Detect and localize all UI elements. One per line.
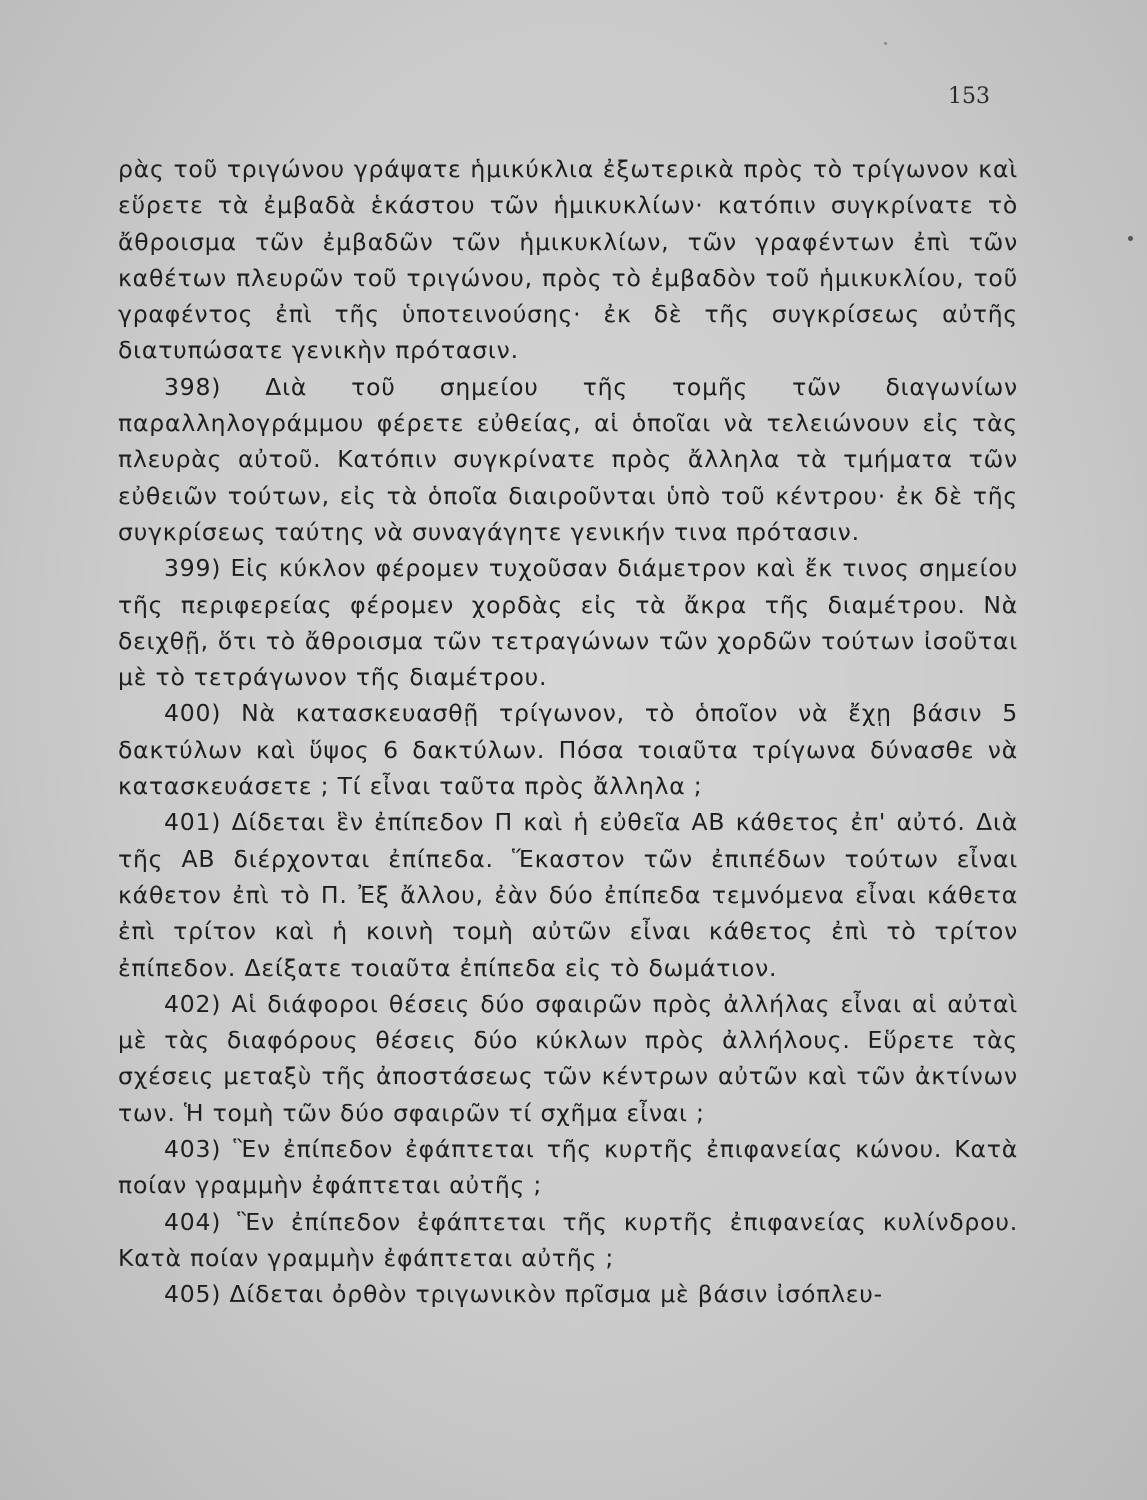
paper-speck (884, 42, 887, 45)
exercise-400: 400) Νὰ κατασκευασθῇ τρίγωνον, τὸ ὁποῖον νὰ ἔχῃ βάσιν 5 δακτύλων καὶ ὕψος 6 δακτύλων. Πόσα τοιαῦτα τρίγωνα δύνασθε νὰ κατασκευάσετε ; Τί εἶναι ταῦτα πρὸς ἄλληλα ; (118, 699, 1018, 801)
paragraph-continuation: ρὰς τοῦ τριγώνου γράψατε ἡμικύκλια ἐξωτερικὰ πρὸς τὸ τρίγωνον καὶ εὕρετε τὰ ἐμβαδὰ ἑκάστου τῶν ἡμικυκλίων· κατόπιν συγκρίνατε τὸ ἄθροισμα τῶν ἐμβαδῶν τῶν ἡμικυκλίων, τῶν γραφέντων ἐπὶ τῶν καθέτων πλευρῶν τοῦ τριγώνου, πρὸς τὸ ἐμβαδὸν τοῦ ἡμικυκλίου, τοῦ γραφέντος ἐπὶ τῆς ὑποτεινούσης· ἐκ δὲ τῆς συγκρίσεως αὐτῆς διατυπώσατε γενικὴν πρότασιν. (118, 155, 1018, 365)
exercise-402: 402) Αἱ διάφοροι θέσεις δύο σφαιρῶν πρὸς ἀλλήλας εἶναι αἱ αὐταὶ μὲ τὰς διαφόρους θέσεις δύο κύκλων πρὸς ἀλλήλους. Εὕρετε τὰς σχέσεις μεταξὺ τῆς ἀποστάσεως τῶν κέντρων αὐτῶν καὶ τῶν ἀκτίνων των. Ἡ τομὴ τῶν δύο σφαιρῶν τί σχῆμα εἶναι ; (118, 989, 1018, 1127)
exercise-405: 405) Δίδεται ὀρθὸν τριγωνικὸν πρῖσμα μὲ βάσιν ἰσόπλευ- (164, 1280, 883, 1309)
body-text (118, 151, 1018, 1313)
exercise-403: 403) Ἓν ἐπίπεδον ἐφάπτεται τῆς κυρτῆς ἐπιφανείας κώνου. Κατὰ ποίαν γραμμὴν ἐφάπτεται αὐτῆς ; (118, 1135, 1018, 1200)
exercise-399: 399) Εἰς κύκλον φέρομεν τυχοῦσαν διάμετρον καὶ ἔκ τινος σημείου τῆς περιφερείας φέρομεν χορδὰς εἰς τὰ ἄκρα τῆς διαμέτρου. Νὰ δειχθῇ, ὅτι τὸ ἄθροισμα τῶν τετραγώνων τῶν χορδῶν τούτων ἰσοῦται μὲ τὸ τετράγωνον τῆς διαμέτρου. (118, 554, 1018, 692)
paper-speck (1128, 236, 1133, 241)
exercise-401: 401) Δίδεται ἓν ἐπίπεδον Π καὶ ἡ εὐθεῖα ΑΒ κάθετος ἐπ' αὐτό. Διὰ τῆς ΑΒ διέρχονται ἐπίπεδα. Ἕκαστον τῶν ἐπιπέδων τούτων εἶναι κάθετον ἐπὶ τὸ Π. Ἐξ ἄλλου, ἐὰν δύο ἐπίπεδα τεμνόμενα εἶναι κάθετα ἐπὶ τρίτον καὶ ἡ κοινὴ τομὴ αὐτῶν εἶναι κάθετος ἐπὶ τὸ τρίτον ἐπίπεδον. Δείξατε τοιαῦτα ἐπίπεδα εἰς τὸ δωμάτιον. (118, 808, 1018, 982)
page-number: 153 (948, 84, 990, 109)
exercise-398: 398) Διὰ τοῦ σημείου τῆς τομῆς τῶν διαγωνίων παραλληλογράμμου φέρετε εὐθείας, αἱ ὁποῖαι νὰ τελειώνουν εἰς τὰς πλευρὰς αὐτοῦ. Κατόπιν συγκρίνατε πρὸς ἄλληλα τὰ τμήματα τῶν εὐθειῶν τούτων, εἰς τὰ ὁποῖα διαιροῦνται ὑπὸ τοῦ κέντρου· ἐκ δὲ τῆς συγκρίσεως ταύτης νὰ συναγάγητε γενικήν τινα πρότασιν. (118, 372, 1018, 546)
exercise-404: 404) Ἓν ἐπίπεδον ἐφάπτεται τῆς κυρτῆς ἐπιφανείας κυλίνδρου. Κατὰ ποίαν γραμμὴν ἐφάπτεται αὐτῆς ; (118, 1207, 1018, 1272)
